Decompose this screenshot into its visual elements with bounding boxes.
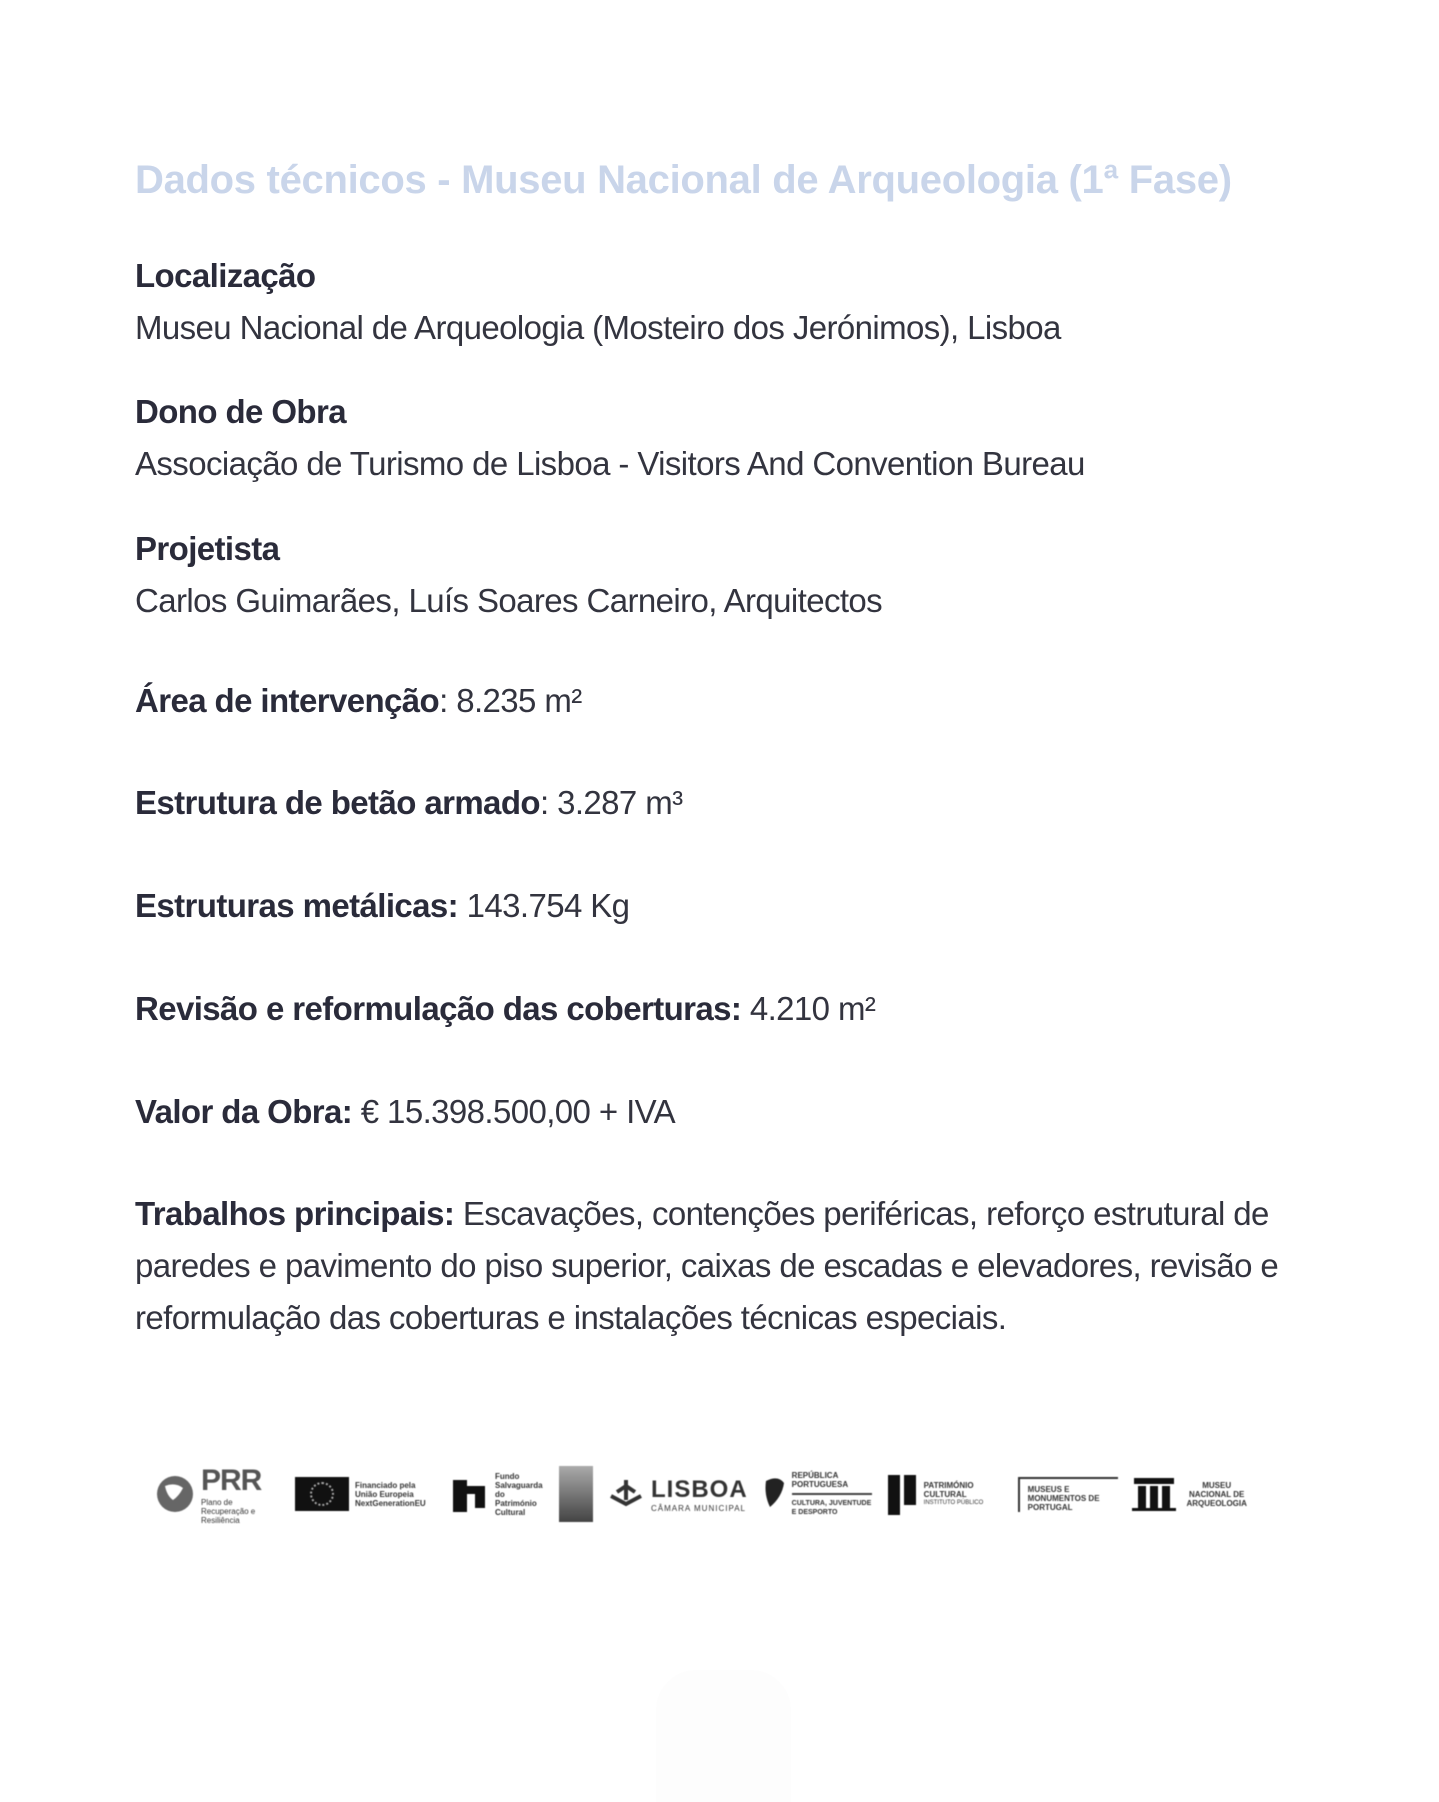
fact-value: : 8.235 m² <box>439 682 582 719</box>
logo-gray-block <box>559 1466 593 1522</box>
logo-prr: PRR Plano de Recuperação e Resiliência <box>155 1464 281 1525</box>
logo-patrimonio: PATRIMÓNIO CULTURAL INSTITUTO PÚBLICO <box>886 1471 1004 1517</box>
museum-temple-icon <box>1132 1476 1176 1512</box>
trabalhos-label: Trabalhos principais: <box>135 1195 455 1232</box>
fact-value: : 3.287 m³ <box>539 784 683 821</box>
fact-label: Revisão e reformulação das coberturas: <box>135 990 742 1027</box>
fact-value: 4.210 m² <box>741 990 876 1027</box>
section-projetista <box>135 523 882 627</box>
logo-lisboa: LISBOA CÂMARA MUNICIPAL <box>607 1476 748 1513</box>
flag-icon <box>449 1474 489 1514</box>
prr-globe-icon <box>155 1474 195 1514</box>
logo-fundo: Fundo Salvaguarda do Património Cultural <box>449 1472 545 1517</box>
logo-museus-monumentos: MUSEUS E MONUMENTOS DE PORTUGAL <box>1018 1477 1118 1512</box>
fact-value: € 15.398.500,00 + IVA <box>352 1093 676 1130</box>
faint-shape <box>656 1670 791 1802</box>
section-value: Carlos Guimarães, Luís Soares Carneiro, Arquitectos <box>135 582 883 619</box>
sponsor-logo-strip <box>155 1462 1285 1526</box>
trabalhos-principais <box>135 1188 1285 1344</box>
fact-label: Valor da Obra: <box>135 1093 353 1130</box>
gray-block-icon <box>559 1466 593 1522</box>
republica-emblem-icon <box>762 1475 786 1513</box>
fact-label: Área de intervenção <box>135 682 440 719</box>
section-value: Museu Nacional de Arqueologia (Mosteiro dos Jerónimos), Lisboa <box>135 309 1061 346</box>
eu-flag-icon <box>295 1477 349 1511</box>
section-label: Projetista <box>135 530 280 567</box>
fact-betao <box>135 777 683 829</box>
patrimonio-emblem-icon <box>886 1471 918 1517</box>
fact-label: Estruturas metálicas: <box>135 887 459 924</box>
fact-value: 143.754 Kg <box>458 887 630 924</box>
section-label: Dono de Obra <box>135 393 346 430</box>
section-value: Associação de Turismo de Lisboa - Visitors And Convention Bureau <box>135 445 1085 482</box>
fact-valor <box>135 1086 675 1138</box>
section-localizacao <box>135 250 1061 354</box>
fact-coberturas <box>135 983 875 1035</box>
fact-metalicas <box>135 880 629 932</box>
fact-area <box>135 675 582 727</box>
trabalhos-value: Escavações, contenções periféricas, reforço estrutural de paredes e pavimento do piso superior, caixas de escadas e elevadores, revisão e reformulação das coberturas e instalações técnicas especiais. <box>135 1195 1279 1336</box>
section-dono-obra <box>135 386 1085 490</box>
fact-label: Estrutura de betão armado <box>135 784 540 821</box>
logo-mna: MUSEU NACIONAL DE ARQUEOLOGIA <box>1132 1476 1252 1512</box>
lisboa-ship-icon <box>607 1478 645 1510</box>
logo-republica: REPÚBLICA PORTUGUESA CULTURA, JUVENTUDE E DESPORTO <box>762 1471 872 1517</box>
logo-eu: Financiado pela União Europeia NextGenerationEU <box>295 1477 435 1511</box>
page-title: Dados técnicos - Museu Nacional de Arqueologia (1ª Fase) <box>135 158 1232 202</box>
section-label: Localização <box>135 257 316 294</box>
